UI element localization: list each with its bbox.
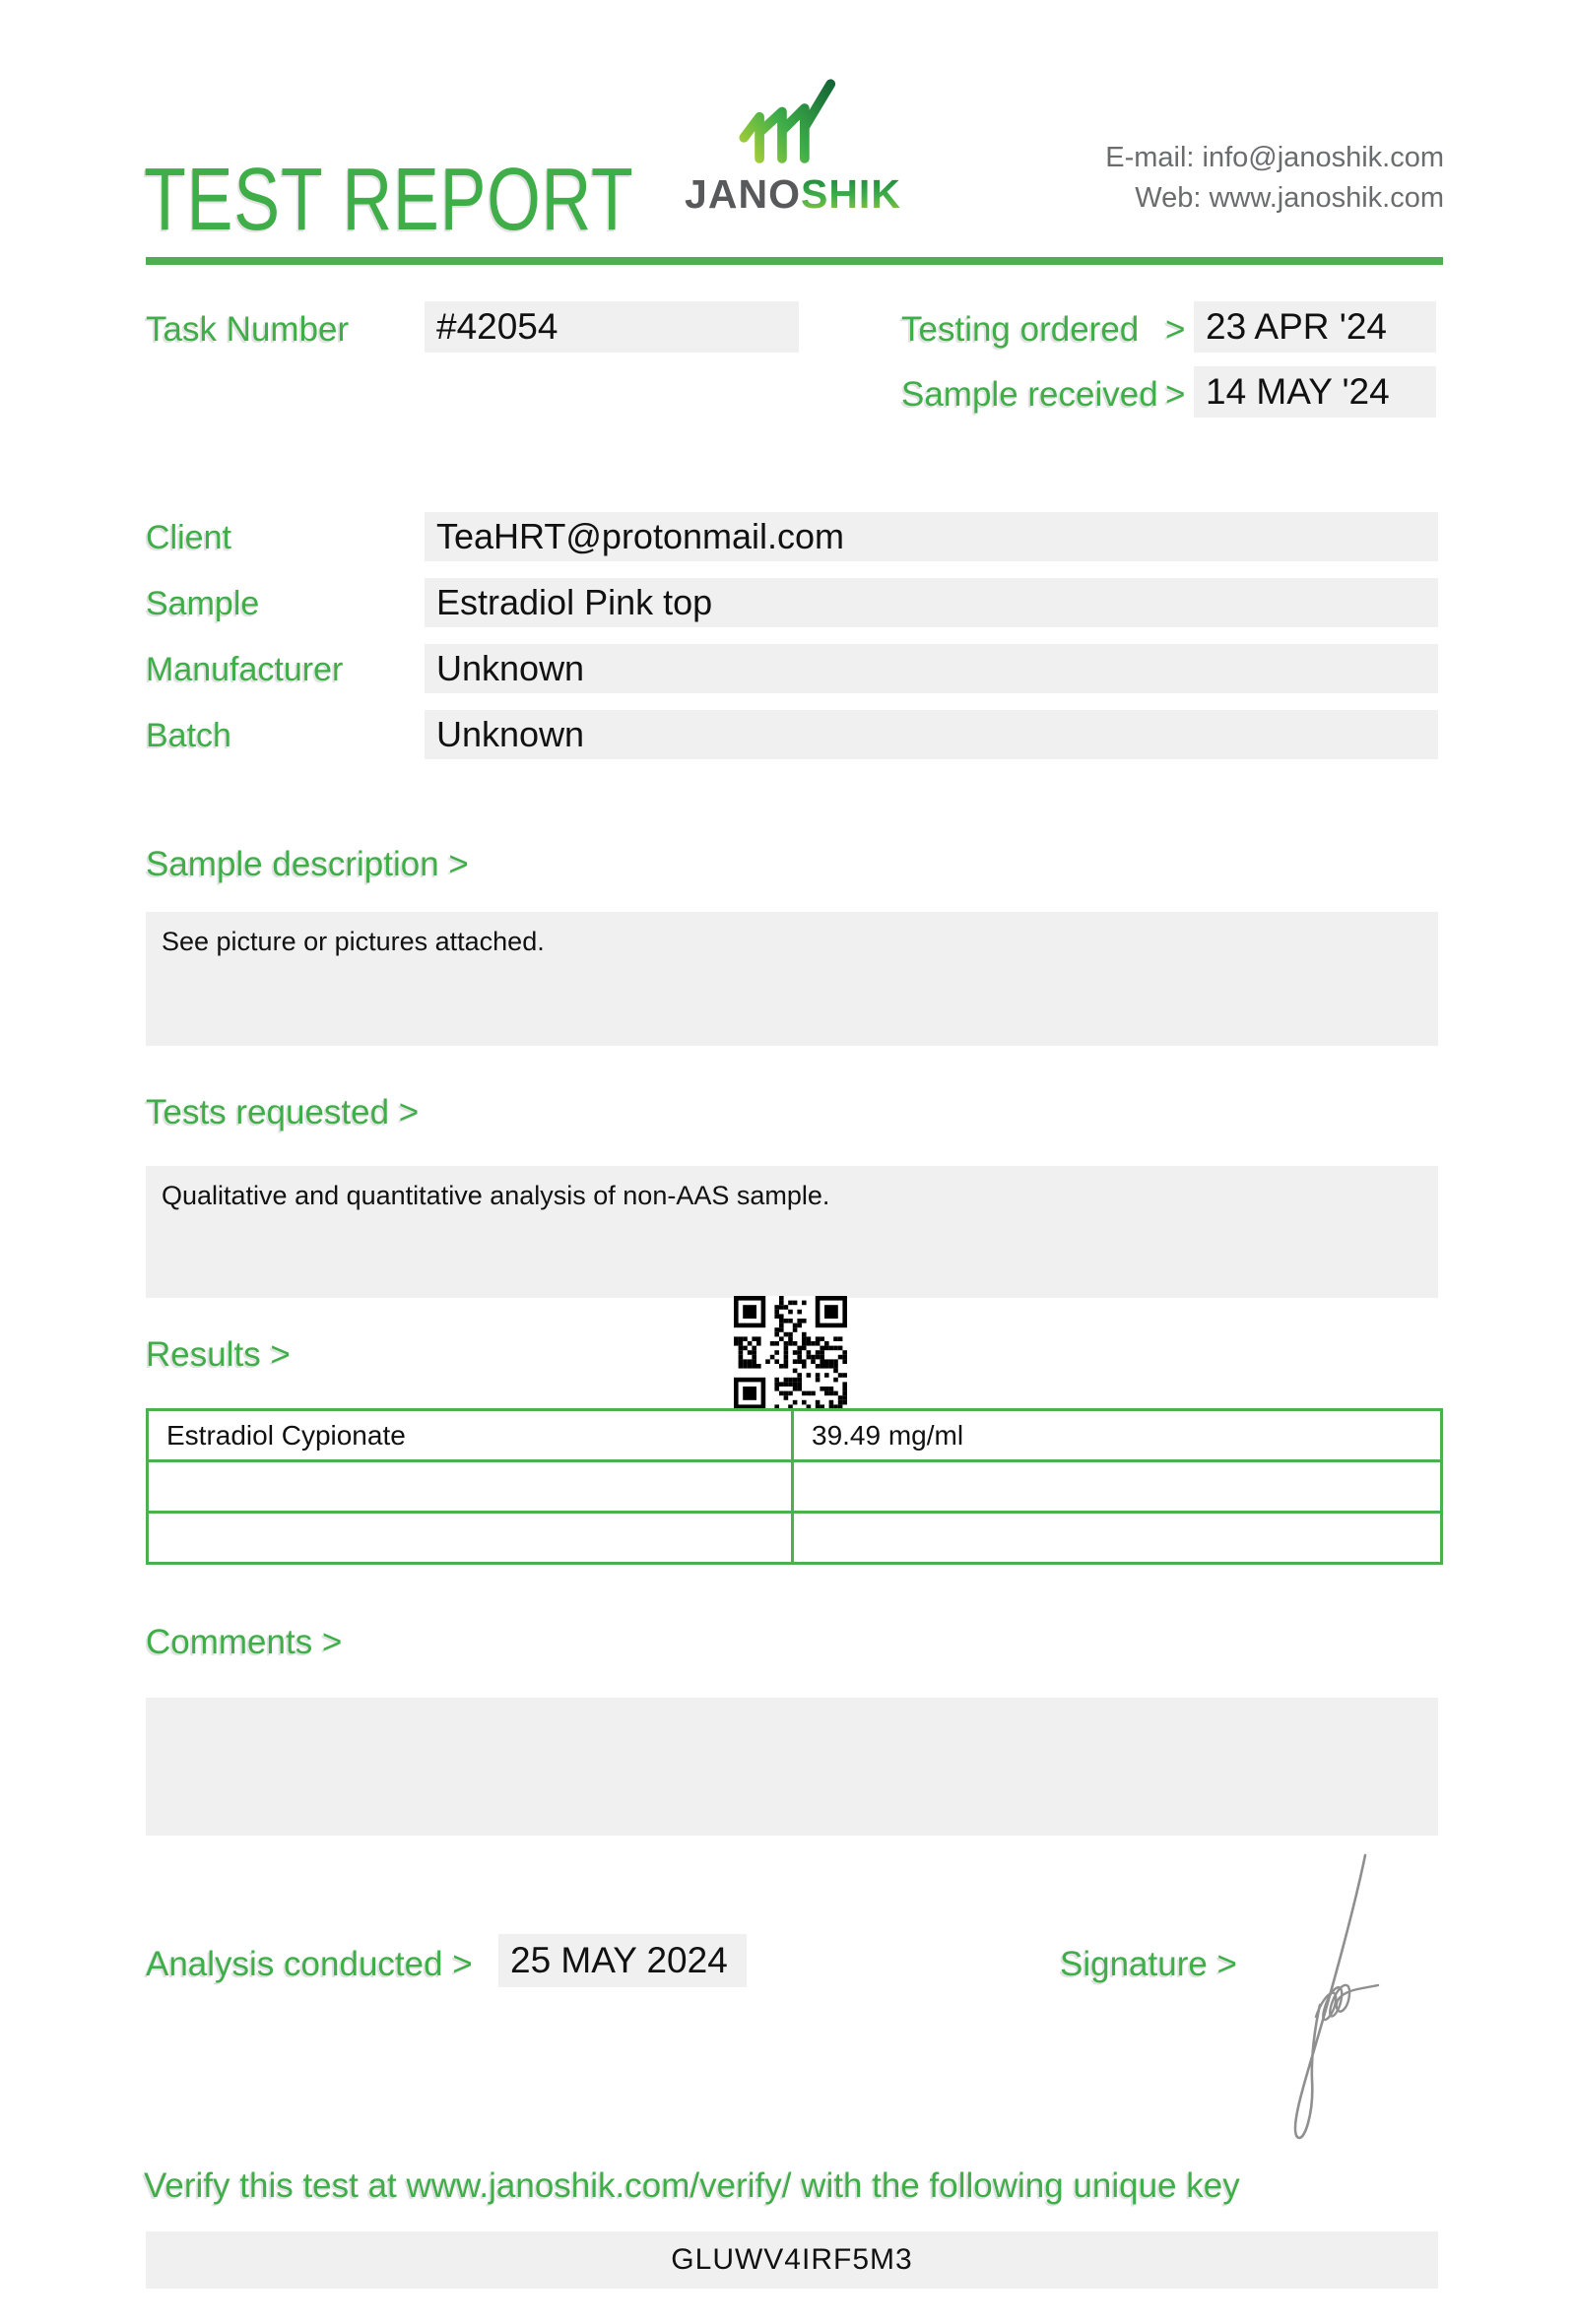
manufacturer-value xyxy=(425,644,1438,693)
web-value: www.janoshik.com xyxy=(1209,182,1444,214)
client-label: Client xyxy=(146,519,231,556)
batch-value xyxy=(425,710,1438,759)
qr-finder-top-left xyxy=(734,1296,765,1327)
sample-description-heading: Sample description > xyxy=(146,845,469,883)
task-number-label: Task Number xyxy=(146,310,350,349)
task-number-text: #42054 xyxy=(436,306,558,347)
testing-ordered-value xyxy=(1194,301,1436,353)
sample-description-box xyxy=(146,912,1438,1046)
table-row xyxy=(148,1513,1442,1564)
verify-text: Verify this test at www.janoshik.com/verify/ with the following unique key xyxy=(144,2166,1240,2205)
sample-received-label: Sample received xyxy=(901,375,1158,414)
sample-label: Sample xyxy=(146,585,260,622)
qr-finder-top-right xyxy=(816,1296,847,1327)
janoshik-logo-icon xyxy=(735,79,843,170)
comments-box xyxy=(146,1698,1438,1836)
result-value xyxy=(793,1461,1442,1513)
qr-code xyxy=(734,1296,847,1414)
unique-key-text: GLUWV4IRF5M3 xyxy=(671,2243,913,2276)
batch-label: Batch xyxy=(146,717,231,754)
analysis-conducted-label: Analysis conducted > xyxy=(146,1945,473,1983)
sample-value xyxy=(425,578,1438,627)
result-substance xyxy=(148,1513,793,1564)
result-substance xyxy=(148,1461,793,1513)
result-value: 39.49 mg/ml xyxy=(793,1410,1442,1461)
logo-jano: JANO xyxy=(685,171,801,217)
tests-requested-box xyxy=(146,1166,1438,1298)
result-substance: Estradiol Cypionate xyxy=(148,1410,793,1461)
table-row xyxy=(148,1461,1442,1513)
tests-requested-text: Qualitative and quantitative analysis of non-AAS sample. xyxy=(162,1181,830,1210)
sample-text: Estradiol Pink top xyxy=(436,582,713,622)
qr-finder-bottom-left xyxy=(734,1378,765,1409)
logo-shik: SHIK xyxy=(800,171,901,217)
web-line xyxy=(985,178,1444,219)
manufacturer-text: Unknown xyxy=(436,648,585,688)
table-row xyxy=(148,1410,1442,1461)
signature-icon xyxy=(1271,1849,1418,2150)
testing-ordered-label: Testing ordered xyxy=(901,310,1140,349)
result-value xyxy=(793,1513,1442,1564)
tests-requested-heading: Tests requested > xyxy=(146,1093,420,1131)
task-number-value xyxy=(425,301,799,353)
header-contact xyxy=(985,138,1444,219)
email-label: E-mail: xyxy=(1105,142,1195,173)
sample-received-date: 14 MAY '24 xyxy=(1206,371,1390,412)
janoshik-logo-text xyxy=(680,171,906,218)
sample-received-value xyxy=(1194,366,1436,418)
web-label: Web: xyxy=(1135,182,1202,214)
analysis-date-text: 25 MAY 2024 xyxy=(510,1940,728,1980)
manufacturer-label: Manufacturer xyxy=(146,651,344,688)
unique-key-value xyxy=(146,2231,1438,2289)
comments-heading: Comments > xyxy=(146,1623,343,1661)
testing-ordered-arrow-icon: > xyxy=(1165,310,1186,349)
testing-ordered-date: 23 APR '24 xyxy=(1206,306,1387,347)
page-title: TEST REPORT xyxy=(144,151,634,249)
client-text: TeaHRT@protonmail.com xyxy=(436,516,845,556)
client-value xyxy=(425,512,1438,561)
sample-received-arrow-icon: > xyxy=(1165,375,1186,414)
email-value: info@janoshik.com xyxy=(1202,142,1444,173)
header-divider xyxy=(146,257,1443,265)
sample-description-text: See picture or pictures attached. xyxy=(162,927,545,956)
analysis-date-value xyxy=(498,1934,747,1987)
signature-label: Signature > xyxy=(1060,1945,1237,1983)
email-line xyxy=(985,138,1444,178)
results-table xyxy=(146,1408,1443,1565)
results-heading: Results > xyxy=(146,1335,291,1374)
batch-text: Unknown xyxy=(436,714,585,754)
